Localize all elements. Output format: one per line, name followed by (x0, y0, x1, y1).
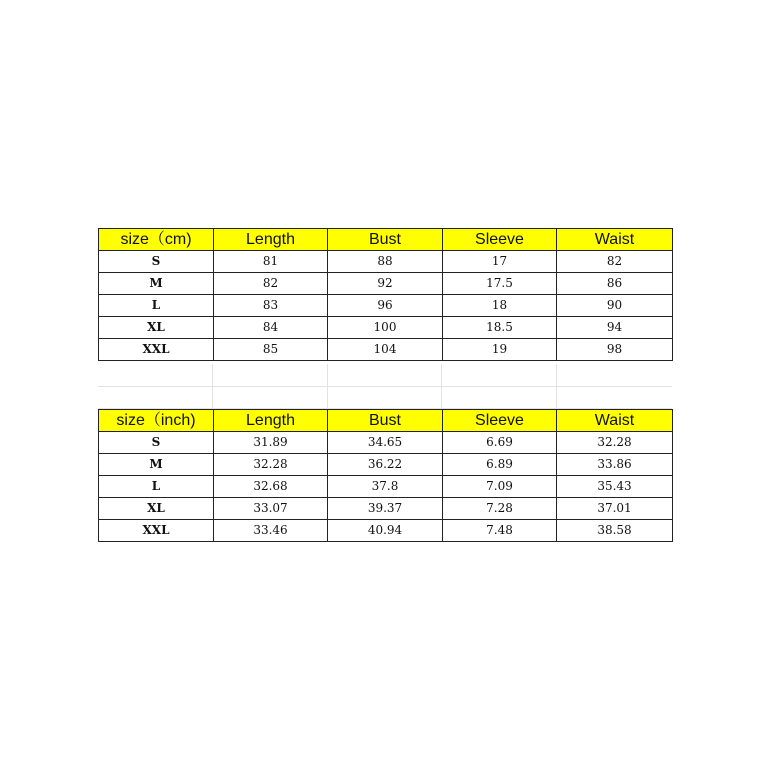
header-bust: Bust (328, 410, 443, 432)
header-waist: Waist (557, 229, 673, 251)
sleeve-cell: 7.28 (443, 498, 557, 520)
bust-cell: 36.22 (328, 454, 443, 476)
size-cell: XL (99, 317, 214, 339)
table-row (99, 251, 673, 273)
bust-cell: 37.8 (328, 476, 443, 498)
sleeve-cell: 7.09 (443, 476, 557, 498)
sleeve-cell: 6.69 (443, 432, 557, 454)
length-cell: 32.68 (214, 476, 328, 498)
size-chart-cm-table (98, 228, 673, 361)
bust-cell: 100 (328, 317, 443, 339)
size-cell: XXL (99, 339, 214, 361)
sleeve-cell: 6.89 (443, 454, 557, 476)
sleeve-cell: 7.48 (443, 520, 557, 542)
length-cell: 81 (214, 251, 328, 273)
size-cell: M (99, 454, 214, 476)
waist-cell: 32.28 (557, 432, 673, 454)
empty-sheet-row (98, 364, 672, 387)
length-cell: 82 (214, 273, 328, 295)
header-bust: Bust (328, 229, 443, 251)
sleeve-cell: 17.5 (443, 273, 557, 295)
length-cell: 32.28 (214, 454, 328, 476)
table-row (99, 339, 673, 361)
waist-cell: 37.01 (557, 498, 673, 520)
header-size: size（cm) (99, 229, 214, 251)
empty-sheet-row (98, 386, 672, 409)
table-row (99, 520, 673, 542)
waist-cell: 94 (557, 317, 673, 339)
sleeve-cell: 18.5 (443, 317, 557, 339)
length-cell: 85 (214, 339, 328, 361)
header-length: Length (214, 410, 328, 432)
table-header-row (99, 229, 673, 251)
bust-cell: 92 (328, 273, 443, 295)
table-row (99, 317, 673, 339)
sleeve-cell: 19 (443, 339, 557, 361)
waist-cell: 33.86 (557, 454, 673, 476)
waist-cell: 86 (557, 273, 673, 295)
table-row (99, 432, 673, 454)
waist-cell: 90 (557, 295, 673, 317)
waist-cell: 35.43 (557, 476, 673, 498)
header-waist: Waist (557, 410, 673, 432)
sleeve-cell: 17 (443, 251, 557, 273)
size-cell: L (99, 295, 214, 317)
size-cell: S (99, 251, 214, 273)
size-cell: XL (99, 498, 214, 520)
sleeve-cell: 18 (443, 295, 557, 317)
table-row (99, 498, 673, 520)
size-cell: L (99, 476, 214, 498)
table-row (99, 273, 673, 295)
bust-cell: 34.65 (328, 432, 443, 454)
header-sleeve: Sleeve (443, 229, 557, 251)
length-cell: 84 (214, 317, 328, 339)
length-cell: 33.07 (214, 498, 328, 520)
waist-cell: 98 (557, 339, 673, 361)
length-cell: 33.46 (214, 520, 328, 542)
waist-cell: 38.58 (557, 520, 673, 542)
table-header-row (99, 410, 673, 432)
waist-cell: 82 (557, 251, 673, 273)
bust-cell: 40.94 (328, 520, 443, 542)
size-cell: M (99, 273, 214, 295)
length-cell: 31.89 (214, 432, 328, 454)
bust-cell: 39.37 (328, 498, 443, 520)
size-cell: XXL (99, 520, 214, 542)
size-cell: S (99, 432, 214, 454)
header-length: Length (214, 229, 328, 251)
header-size: size（inch) (99, 410, 214, 432)
table-row (99, 295, 673, 317)
table-row (99, 454, 673, 476)
length-cell: 83 (214, 295, 328, 317)
bust-cell: 88 (328, 251, 443, 273)
bust-cell: 104 (328, 339, 443, 361)
bust-cell: 96 (328, 295, 443, 317)
header-sleeve: Sleeve (443, 410, 557, 432)
size-chart-inch-table (98, 409, 673, 542)
table-row (99, 476, 673, 498)
